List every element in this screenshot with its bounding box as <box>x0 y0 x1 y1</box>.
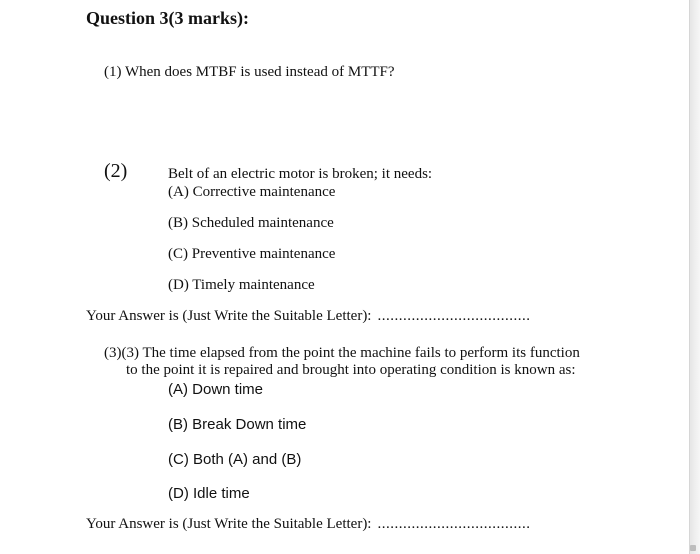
answer-line-1-label: Your Answer is (Just Write the Suitable Letter): <box>86 308 372 324</box>
question-title: Question 3(3 marks): <box>86 8 249 28</box>
part-1-question: (1) When does MTBF is used instead of MTTF? <box>104 64 395 80</box>
part-3-option-a: (A) Down time <box>168 381 264 398</box>
part-2-stem: Belt of an electric motor is broken; it needs: <box>168 166 433 182</box>
part-2-option-a: (A) Corrective maintenance <box>168 184 336 200</box>
part-2-option-b: (B) Scheduled maintenance <box>168 215 334 231</box>
viewer-edge <box>690 0 700 554</box>
answer-line-1-blank[interactable]: .................................... <box>377 308 531 324</box>
resize-handle-icon[interactable] <box>690 545 696 551</box>
part-3-option-b: (B) Break Down time <box>168 416 307 433</box>
answer-line-2-blank[interactable]: .................................... <box>377 516 531 532</box>
part-3-option-c: (C) Both (A) and (B) <box>168 451 302 468</box>
part-3-question-line-2: to the point it is repaired and brought into operating condition is known as: <box>126 362 576 378</box>
answer-line-2-label: Your Answer is (Just Write the Suitable Letter): <box>86 516 372 532</box>
answer-line-1 <box>86 308 530 325</box>
part-3-question-line-1: (3)(3) The time elapsed from the point the machine fails to perform its function <box>104 345 580 361</box>
part-3-option-d: (D) Idle time <box>168 485 250 502</box>
part-2-option-d: (D) Timely maintenance <box>168 277 315 293</box>
part-2-option-c: (C) Preventive maintenance <box>168 246 336 262</box>
answer-line-2 <box>86 516 530 533</box>
part-2-number: (2) <box>104 160 128 182</box>
